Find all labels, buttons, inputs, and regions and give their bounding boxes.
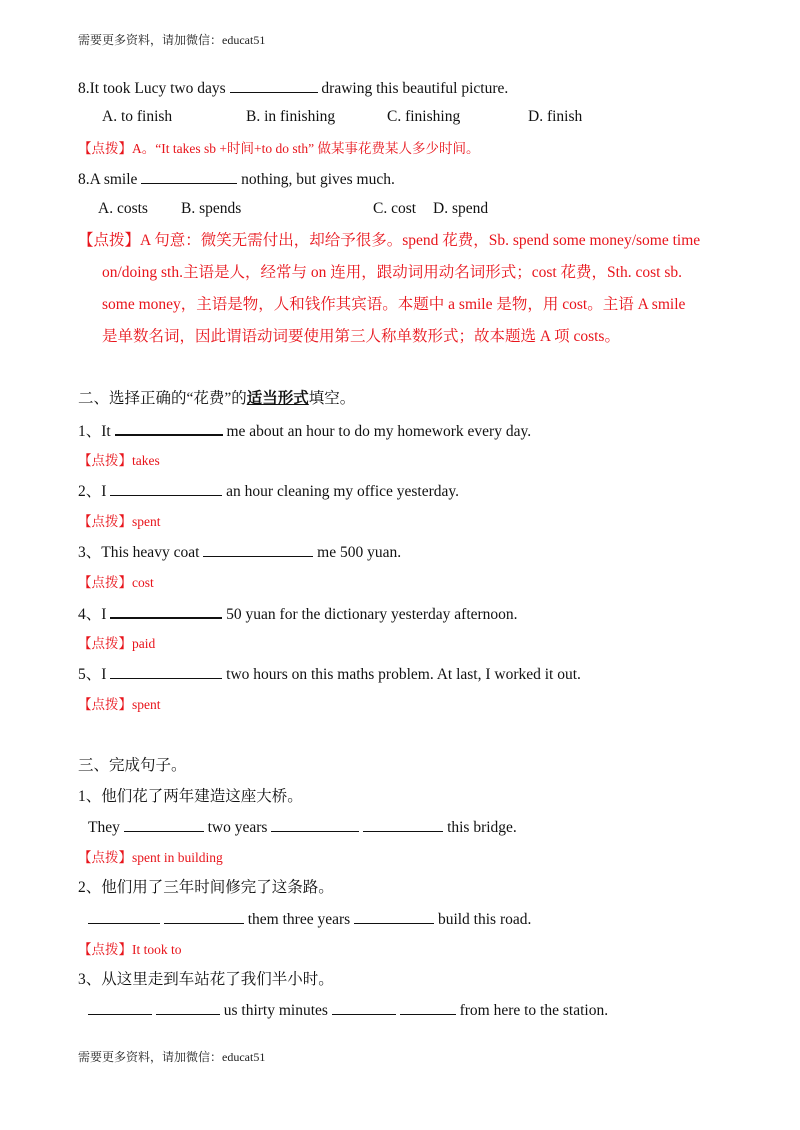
answer-blank (110, 481, 222, 496)
question-8b (78, 169, 395, 190)
option-a: A. to finish (102, 108, 173, 125)
item-text: 4、I (78, 606, 107, 623)
item-text: 1、It (78, 423, 111, 440)
answer-blank (115, 420, 223, 436)
translation-item (88, 909, 531, 930)
hint-8b (78, 225, 728, 353)
answer-blank (363, 817, 443, 832)
hint-8a: 【点拨】A。“It takes sb +时间+to do sth” 做某事花费某人多少时间。 (78, 141, 480, 156)
hint: 【点拨】spent (78, 514, 161, 529)
translation-item (88, 1000, 608, 1021)
section-3-title: 三、完成句子。 (78, 757, 187, 774)
page-footer: 需要更多资料，请加微信：educat51 (78, 1050, 266, 1064)
option-d: D. spend (433, 200, 489, 217)
answer-blank (110, 664, 222, 679)
page-header: 需要更多资料，请加微信：educat51 (78, 33, 266, 47)
question-text: 8.A smile (78, 171, 138, 188)
hint-line: 是单数名词，因此谓语动词要使用第三人称单数形式；故本题选 A 项 costs。 (102, 328, 620, 345)
chinese-prompt: 3、从这里走到车站花了我们半小时。 (78, 971, 334, 988)
hint: 【点拨】cost (78, 575, 154, 590)
item-text: They (88, 819, 120, 836)
chinese-prompt: 2、他们用了三年时间修完了这条路。 (78, 879, 334, 896)
item-text: build this road. (437, 911, 532, 928)
exercise-item (78, 542, 401, 563)
exercise-item (78, 420, 531, 442)
answer-blank (141, 169, 237, 184)
item-text: this bridge. (447, 819, 517, 836)
option-d: D. finish (528, 108, 583, 125)
answer-blank (400, 1000, 456, 1015)
item-text: me about an hour to do my homework every day. (226, 423, 532, 440)
answer-blank (88, 1000, 152, 1015)
hint: 【点拨】takes (78, 453, 160, 468)
answer-blank (110, 603, 222, 619)
answer-blank (271, 817, 359, 832)
item-text: me 500 yuan. (317, 544, 402, 561)
item-text: 3、This heavy coat (78, 544, 200, 561)
option-b: B. in finishing (246, 108, 336, 125)
exercise-item (78, 603, 518, 625)
question-8a (78, 78, 508, 99)
hint-line: some money，主语是物，人和钱作其宾语。本题中 a smile 是物，用 cost。主语 A smile (102, 296, 686, 313)
option-b: B. spends (181, 200, 242, 217)
item-text: them three years (247, 911, 351, 928)
section-title-emphasis: 适当形式 (246, 390, 309, 407)
exercise-item (78, 664, 581, 685)
chinese-prompt: 1、他们花了两年建造这座大桥。 (78, 788, 303, 805)
option-a: A. costs (98, 200, 148, 217)
answer-blank (88, 909, 160, 924)
item-text: 5、I (78, 666, 107, 683)
item-text: two years (207, 819, 268, 836)
exercise-item (78, 481, 459, 502)
answer-blank (230, 78, 318, 93)
hint: 【点拨】It took to (78, 942, 182, 957)
item-text: 2、I (78, 483, 107, 500)
option-c: C. finishing (387, 108, 461, 125)
question-text: nothing, but gives much. (241, 171, 395, 188)
answer-blank (156, 1000, 220, 1015)
hint: 【点拨】spent in building (78, 850, 223, 865)
hint: 【点拨】paid (78, 636, 156, 651)
answer-blank (354, 909, 434, 924)
section-2-title (78, 389, 355, 409)
hint-line: 【点拨】A 句意：微笑无需付出，却给予很多。spend 花费，Sb. spend some money/some time (78, 232, 701, 249)
item-text: two hours on this maths problem. At last, I worked it out. (226, 666, 581, 683)
item-text: an hour cleaning my office yesterday. (226, 483, 460, 500)
translation-item (88, 817, 517, 838)
answer-blank (164, 909, 244, 924)
question-text: drawing this beautiful picture. (321, 80, 509, 97)
hint: 【点拨】spent (78, 697, 161, 712)
option-c: C. cost (373, 200, 417, 217)
item-text: from here to the station. (459, 1002, 609, 1019)
answer-blank (124, 817, 204, 832)
answer-blank (203, 542, 313, 557)
answer-blank (332, 1000, 396, 1015)
question-text: 8.It took Lucy two days (78, 80, 226, 97)
hint-line: on/doing sth.主语是人，经常与 on 连用，跟动词用动名词形式；cost 花费，Sth. cost sb. (102, 264, 682, 281)
item-text: 50 yuan for the dictionary yesterday afternoon. (226, 606, 518, 623)
item-text: us thirty minutes (223, 1002, 328, 1019)
section-title-text: 填空。 (308, 390, 356, 407)
section-title-text: 二、选择正确的“花费”的 (78, 390, 247, 407)
